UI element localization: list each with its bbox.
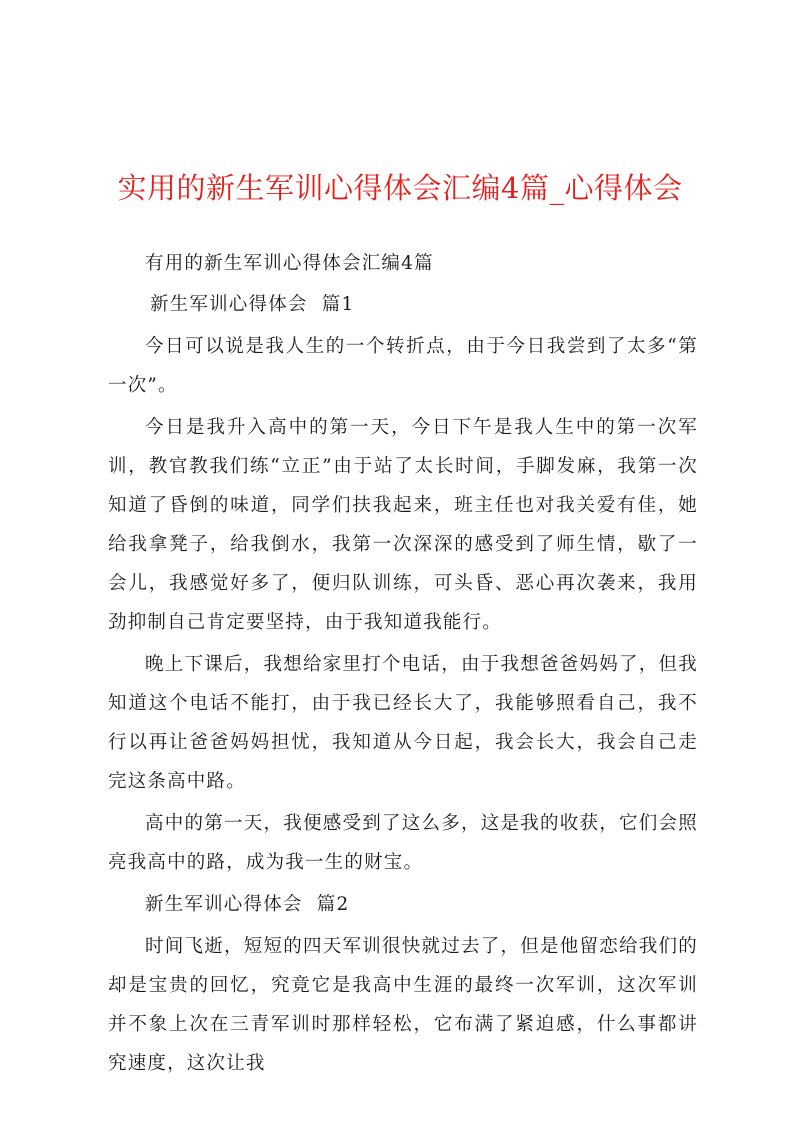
section-heading-1: 新生军训心得体会 篇1	[150, 294, 355, 315]
section-heading-2: 新生军训心得体会 篇2	[145, 894, 350, 915]
paragraph-1-2: 今日是我升入高中的第一天，今日下午是我人生中的第一次军训，教官教我们练“立正”由于站了太长时间，手脚发麻，我第一次知道了昏倒的味道，同学们扶我起来，班主任也对我关爱有佳，她给我拿凳子，给我倒水，我第一次深深的感受到了师生情，歇了一会儿，我感觉好多了，便归队训练，可头昏、恶心再次袭来，我用劲抑制自己肯定要坚持，由于我知道我能行。	[108, 417, 698, 633]
document-subtitle: 有用的新生军训心得体会汇编4篇	[145, 253, 434, 274]
paragraph-1-4: 高中的第一天，我便感受到了这么多，这是我的收获，它们会照亮我高中的路，成为我一生的财宝。	[108, 813, 698, 873]
paragraph-1-1: 今日可以说是我人生的一个转折点，由于今日我尝到了太多“第一次”。	[108, 336, 698, 396]
paragraph-2-1: 时间飞逝，短短的四天军训很快就过去了，但是他留恋给我们的却是宝贵的回忆，究竟它是我高中生涯的最终一次军训，这次军训并不象上次在三青军训时那样轻松，它布满了紧迫感，什么事都讲究速度，这次让我	[108, 936, 698, 1074]
document-body	[108, 244, 698, 1083]
document-title: 实用的新生军训心得体会汇编4篇_心得体会	[117, 171, 683, 205]
paragraph-1-3: 晚上下课后，我想给家里打个电话，由于我想爸爸妈妈了，但我知道这个电话不能打，由于我已经长大了，我能够照看自己，我不行以再让爸爸妈妈担忧，我知道从今日起，我会长大，我会自己走完这条高中路。	[108, 654, 698, 792]
